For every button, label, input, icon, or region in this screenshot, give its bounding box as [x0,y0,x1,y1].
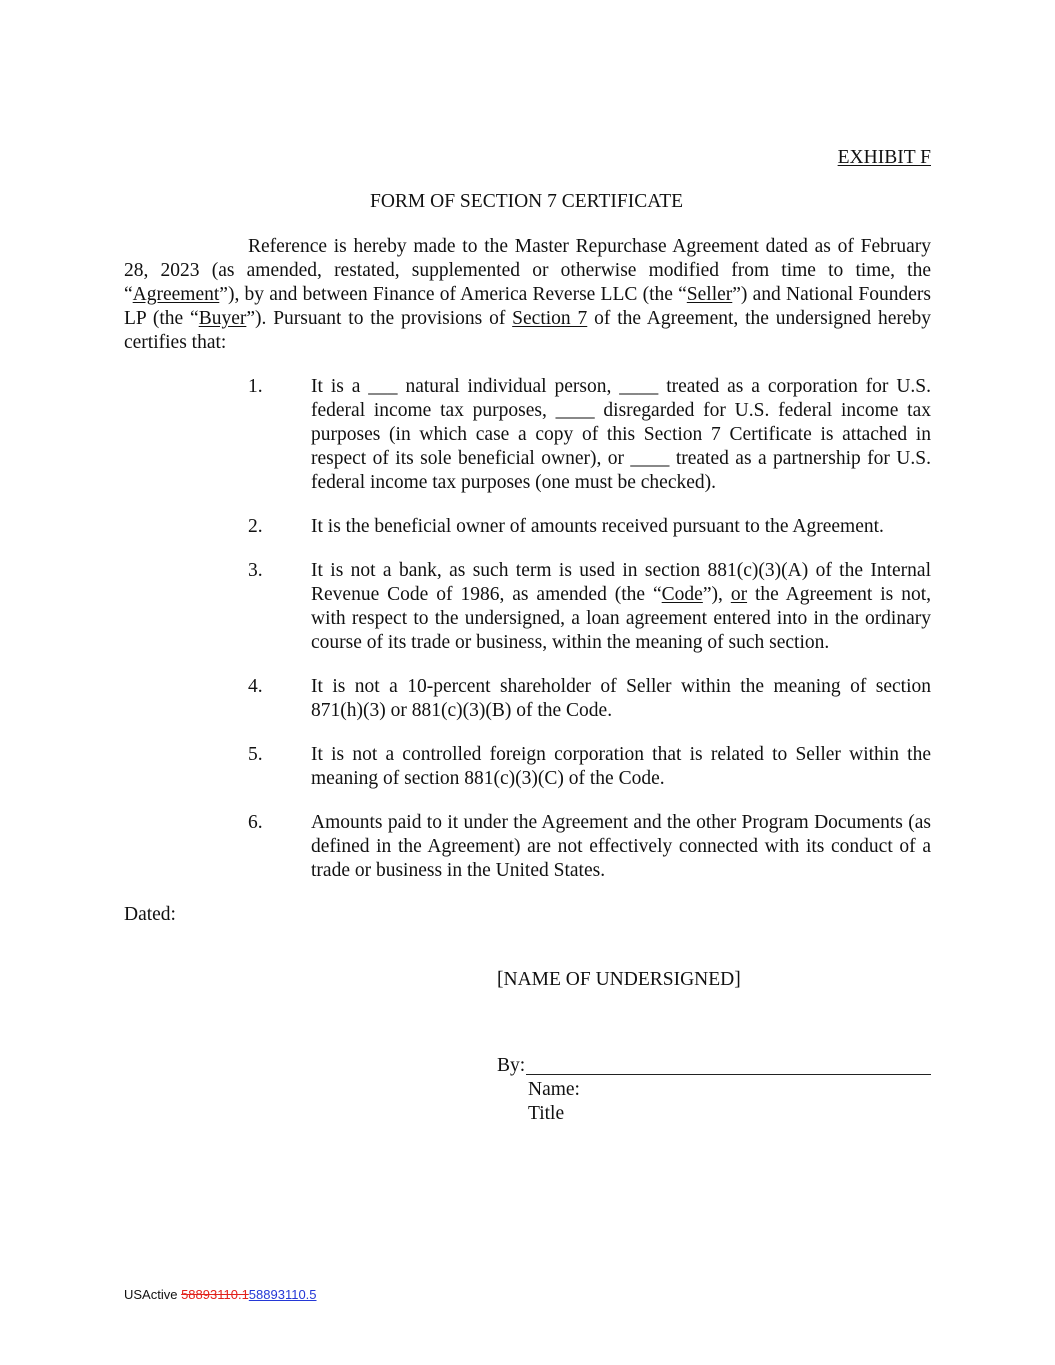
signature-line [526,1054,931,1075]
footer-prefix: USActive [124,1287,182,1302]
certification-item-2 [248,515,931,539]
item-number: 4. [248,676,263,697]
intro-text-2: ”), by and between Finance of America Reverse LLC (the “ [219,284,687,305]
signatory-name-placeholder: [NAME OF UNDERSIGNED] [497,969,741,990]
item-number: 3. [248,560,263,581]
item-number: 5. [248,744,263,765]
exhibit-label: EXHIBIT F [837,147,931,168]
form-title [0,190,1055,214]
title-label: Title [528,1103,565,1124]
emphasis-or: or [730,584,748,605]
item-text-c: the Agreement is not, with respect to the undersigned, a loan agreement entered into in the ordinary course of its trade or business, within the meaning of such section. [311,584,931,653]
item-text: It is not a controlled foreign corporation that is related to Seller within the meaning of section 881(c)(3)(C) of the Code. [311,744,931,789]
item-text: Amounts paid to it under the Agreement and the other Program Documents (as defined in the Agreement) are not effectively connected with its conduct of a trade or business in the United States. [311,812,931,881]
defined-term-buyer: Buyer [198,308,247,329]
defined-term-agreement: Agreement [132,284,220,305]
by-label: By: [497,1055,526,1076]
name-label: Name: [528,1079,580,1100]
form-title-text: FORM OF SECTION 7 CERTIFICATE [369,191,684,212]
dated-label: Dated: [124,904,176,925]
certification-item-1 [248,375,931,495]
certification-item-6 [248,811,931,883]
intro-text-4: ”). Pursuant to the provisions of [246,308,513,329]
signature-by-line [497,1054,931,1078]
deleted-doc-id: 58893110.1 [181,1287,249,1302]
item-text-b: ”), [702,584,731,605]
inserted-doc-id: 58893110.5 [248,1287,317,1302]
item-text: It is the beneficial owner of amounts received pursuant to the Agreement. [311,516,884,537]
item-number: 2. [248,516,263,537]
item-text-a: It is not a bank, as such term is used in section 881(c)(3)(A) of the Internal Revenue Code of 1986, as amended (the “ [311,560,931,605]
certification-item-4 [248,675,931,723]
certification-item-3 [248,559,931,655]
item-number: 1. [248,376,263,397]
intro-paragraph [124,235,931,355]
intro-text-1: Reference is hereby made to the Master Repurchase Agreement dated as of February 28, 2023 (as amended, restated, supplemented or otherwise modified from time to time, the “ [124,236,931,305]
item-text [311,559,931,655]
section-reference: Section 7 [512,308,588,329]
intro-text-5: of the Agreement, the undersigned hereby certifies that: [124,308,931,353]
defined-term-code: Code [661,584,703,605]
defined-term-seller: Seller [686,284,733,305]
intro-text-3: ”) and National Founders LP (the “ [124,284,931,329]
certification-item-5 [248,743,931,791]
document-footer-id [124,1287,317,1303]
item-text: It is not a 10-percent shareholder of Seller within the meaning of section 871(h)(3) or 881(c)(3)(B) of the Code. [311,676,931,721]
item-text: It is a ___ natural individual person, ____ treated as a corporation for U.S. federal income tax purposes, ____ disregarded for U.S. federal income tax purposes (in which case a copy of this Section 7 Certificate is attached in respect of its sole beneficial owner), or ____ treated as a partnership for U.S. federal income tax purposes (one must be checked). [311,376,931,493]
item-number: 6. [248,812,263,833]
